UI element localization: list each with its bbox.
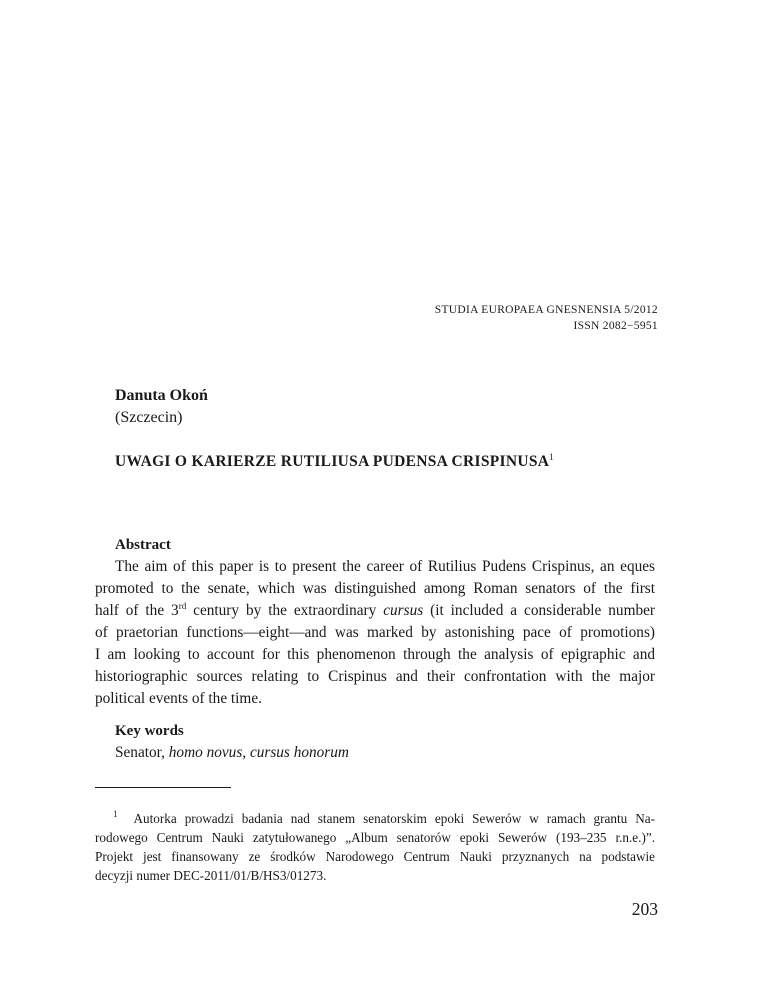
author-affiliation: (Szczecin) [115, 409, 183, 426]
article-title-text: UWAGI O KARIERZE RUTILIUSA PUDENSA CRISPINUSA [115, 453, 550, 470]
abstract-line [95, 600, 655, 622]
footnote-marker: 1 [113, 809, 118, 819]
abstract-line: political events of the time. [95, 690, 262, 707]
footnote-line [95, 809, 655, 828]
journal-name: STUDIA EUROPAEA GNESNENSIA 5/2012 [434, 304, 658, 316]
abstract-line: promoted to the senate, which was distinguished among Roman senators of the first [95, 580, 655, 597]
keywords-heading: Key words [115, 723, 184, 739]
footnote-line: Projekt jest finansowany ze środków Narodowego Centrum Nauki przyznanych na podstawie [95, 849, 655, 864]
abstract-line: The aim of this paper is to present the career of Rutilius Pudens Crispinus, an eques [115, 558, 655, 575]
abstract-line: I am looking to account for this phenomenon through the analysis of epigraphic and [95, 646, 655, 663]
journal-header [435, 302, 658, 334]
journal-issn: ISSN 2082−5951 [573, 320, 658, 332]
footnote-line: rodowego Centrum Nauki zatytułowanego „Album senatorów epoki Sewerów (193–235 r.n.e.)”. [95, 830, 655, 845]
abstract-text: (it included a considerable number [423, 602, 655, 619]
footnote-text: Autorka prowadzi badania nad stanem senatorskim epoki Sewerów w ramach grantu Na- [133, 811, 655, 826]
author-name: Danuta Okoń [115, 387, 208, 404]
keyword-separator: , [242, 744, 250, 761]
keyword-italic: homo novus [168, 744, 243, 761]
keyword-italic: cursus honorum [249, 744, 349, 761]
page-number: 203 [631, 899, 658, 919]
keywords-list [115, 742, 349, 764]
abstract-body [95, 556, 655, 710]
footnote [95, 809, 655, 885]
footnote-separator [95, 787, 231, 788]
ordinal-suffix: rd [178, 601, 187, 611]
abstract-italic-term: cursus [383, 602, 424, 619]
article-title [115, 451, 554, 473]
footnote-line: decyzji numer DEC-2011/01/B/HS3/01273. [95, 868, 327, 883]
abstract-line: of praetorian functions—eight—and was marked by astonishing pace of promotions) [95, 624, 655, 641]
abstract-text: century by the extraordinary [186, 602, 384, 619]
title-footnote-marker: 1 [549, 452, 555, 462]
keyword-plain: Senator, [115, 744, 169, 761]
abstract-heading: Abstract [115, 537, 171, 553]
abstract-text: half of the 3 [95, 602, 179, 619]
abstract-line: historiographic sources relating to Crispinus and their confrontation with the major [95, 668, 655, 685]
